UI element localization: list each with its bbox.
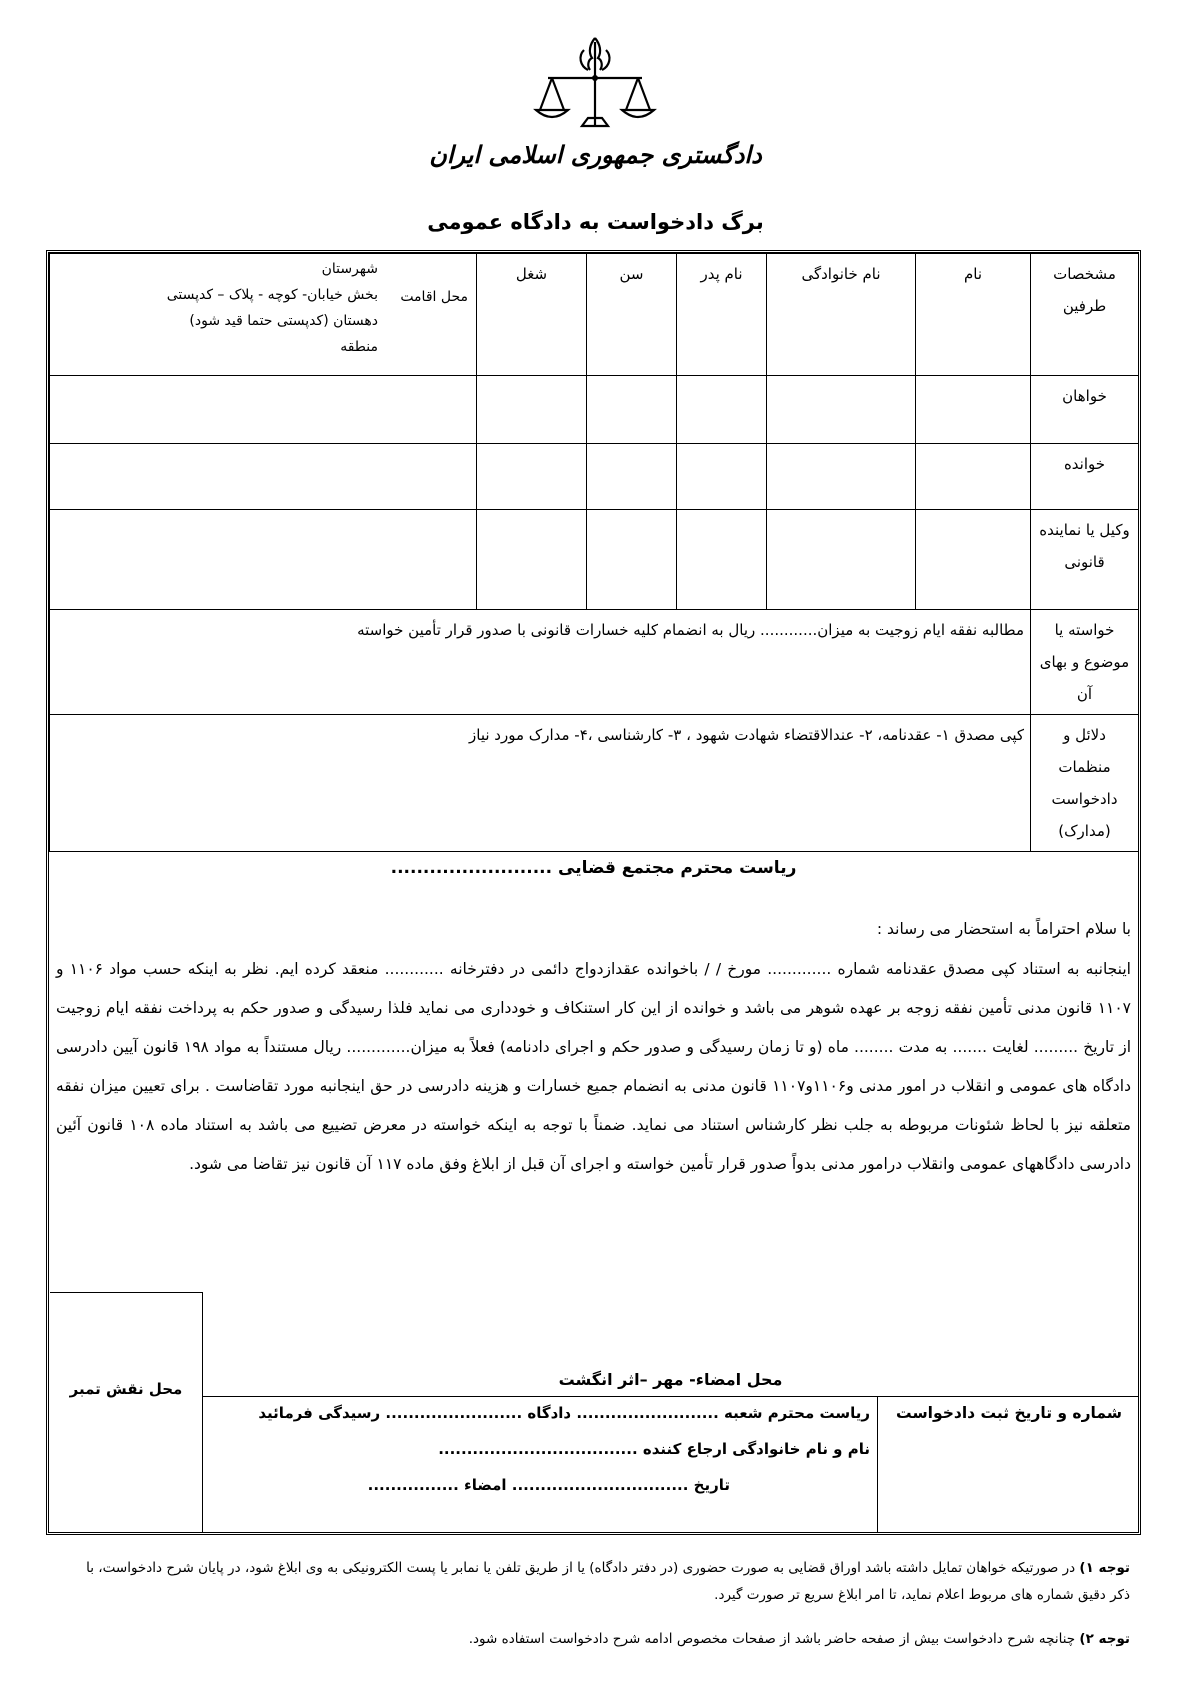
claim-text[interactable]: مطالبه نفقه ایام زوجیت به میزان............ ریال به انضمام کلیه خسارات قانونی با صدور قرار تأمین خواسته <box>50 610 1031 715</box>
parties-table <box>49 253 1139 852</box>
row-label-plaintiff: خواهان <box>1031 376 1139 444</box>
address-line-1: شهرستان <box>321 261 378 277</box>
note-1-text: در صورتیکه خواهان تمایل داشته باشد اوراق قضایی به صورت حضوری (در دفتر دادگاه) یا از طریق تلفن یا نمابر یا پست الکترونیکی به وی ابلاغ شود، در پایان شرح دادخواست، با ذکر دقیق شماره های مربوط اعلام نماید، تا امر ابلاغ سریع تر صورت گیرد. <box>86 1560 1130 1603</box>
header-father-name: نام پدر <box>677 254 767 376</box>
header-residence-label: محل اقامت <box>400 289 468 305</box>
row-label-lawyer: وکیل یا نماینده قانونی <box>1031 510 1139 610</box>
defendant-occupation-field[interactable] <box>477 444 587 510</box>
stamp-box[interactable] <box>50 1292 203 1532</box>
form-title: برگ دادخواست به دادگاه عمومی <box>427 210 764 234</box>
petition-greeting: با سلام احتراماً به استحضار می رساند : <box>876 920 1131 938</box>
referral-line[interactable]: ریاست محترم شعبه ......................... دادگاه ........................ رسیدگی فرمائید <box>258 1404 870 1422</box>
lawyer-last-name-field[interactable] <box>767 510 916 610</box>
claim-row <box>50 610 1139 715</box>
lawyer-address-field[interactable] <box>50 510 477 610</box>
lawyer-first-name-field[interactable] <box>916 510 1031 610</box>
note-2-text: چنانچه شرح دادخواست بیش از صفحه حاضر باشد از صفحات مخصوص ادامه شرح دادخواست استفاده شود. <box>468 1631 1076 1647</box>
address-line-2: بخش خیابان- کوچه - پلاک – کدپستی <box>166 287 378 303</box>
evidence-label: دلائل و منظمات دادخواست (مدارک) <box>1031 715 1139 852</box>
lawyer-father-name-field[interactable] <box>677 510 767 610</box>
plaintiff-last-name-field[interactable] <box>767 376 916 444</box>
defendant-row <box>50 444 1139 510</box>
referrer-name-line[interactable]: نام و نام خانوادگی ارجاع کننده ................................... <box>438 1440 870 1458</box>
address-line-3: دهستان (کدپستی حتما قید شود) <box>189 313 378 329</box>
defendant-age-field[interactable] <box>587 444 677 510</box>
lawyer-row <box>50 510 1139 610</box>
plaintiff-father-name-field[interactable] <box>677 376 767 444</box>
note-2 <box>70 1626 1130 1653</box>
defendant-first-name-field[interactable] <box>916 444 1031 510</box>
note-1 <box>70 1555 1130 1609</box>
note-1-label: توجه ۱) <box>1079 1560 1130 1576</box>
defendant-last-name-field[interactable] <box>767 444 916 510</box>
petition-body[interactable]: اینجانبه به استناد کپی مصدق عقدنامه شماره ............. مورخ / / باخوانده عقدازدواج دائمی در دفترخانه ............ منعقد کرده ایم. نظر به اینکه حسب مواد ۱۱۰۶ و ۱۱۰۷ قانون مدنی تأمین نفقه زوجه بر عهده شوهر می باشد و خوانده از این کار استنکاف و خودداری می نماید فلذا رسیدگی و صدور حکم به پرداخت نفقه ایام زوجیت از تاریخ ......... لغایت ....... به مدت ........ ماه (و تا زمان رسیدگی و صدور حکم و اجرای دادنامه) فعلاً به میزان............. ریال مستنداً به مواد ۱۹۸ قانون آیین دادرسی دادگاه های عمومی و انقلاب در امور مدنی و۱۱۰۶و۱۱۰۷ قانون مدنی به انضمام جمیع خسارات و هزینه دادرسی در حق اینجانبه مورد تقاضاست . برای تعیین میزان نفقه متعلقه نیز با لحاظ شئونات مربوطه به جلب نظر کارشناس استناد می نماید. ضمناً با توجه به اینکه خواسته در معرض تضییع می باشد به استناد ماده ۱۰۸ قانون آئین دادرسی دادگاههای عمومی وانقلاب درامور مدنی بدواً صدور قرار تأمین خواسته و اجرای آن قبل از ابلاغ وفق ماده ۱۱۷ آن قانون نیز تقاضا می شود. <box>56 960 1131 1173</box>
lawyer-occupation-field[interactable] <box>477 510 587 610</box>
sign-place-label: محل امضاء- مهر –اثر انگشت <box>558 1370 783 1389</box>
plaintiff-first-name-field[interactable] <box>916 376 1031 444</box>
judiciary-emblem-icon <box>530 30 660 140</box>
note-2-label: توجه ۲) <box>1079 1631 1130 1647</box>
evidence-row <box>50 715 1139 852</box>
plaintiff-age-field[interactable] <box>587 376 677 444</box>
evidence-text[interactable]: کپی مصدق ۱- عقدنامه، ۲- عندالاقتضاء شهادت شهود ، ۳- کارشناسی ،۴- مدارک مورد نیاز <box>50 715 1031 852</box>
stamp-place-label: محل نقش تمبر <box>69 1380 183 1398</box>
header-first-name: نام <box>916 254 1031 376</box>
header-parties-spec: مشخصات طرفین <box>1031 254 1139 376</box>
date-sign-line[interactable]: تاریخ ............................... امضاء ................ <box>367 1476 730 1494</box>
lawyer-age-field[interactable] <box>587 510 677 610</box>
plaintiff-occupation-field[interactable] <box>477 376 587 444</box>
address-line-4: منطقه <box>340 339 378 355</box>
header-age: سن <box>587 254 677 376</box>
header-occupation: شغل <box>477 254 587 376</box>
claim-label: خواسته یا موضوع و بهای آن <box>1031 610 1139 715</box>
header-residence <box>50 254 477 376</box>
plaintiff-row <box>50 376 1139 444</box>
plaintiff-address-field[interactable] <box>50 376 477 444</box>
petition-title: ریاست محترم مجتمع قضایی ......................... <box>390 858 797 878</box>
registration-label: شماره و تاریخ ثبت دادخواست <box>896 1404 1122 1422</box>
header-last-name: نام خانوادگی <box>767 254 916 376</box>
defendant-father-name-field[interactable] <box>677 444 767 510</box>
judiciary-name: دادگستری جمهوری اسلامی ایران <box>429 140 762 169</box>
defendant-address-field[interactable] <box>50 444 477 510</box>
row-label-defendant: خوانده <box>1031 444 1139 510</box>
